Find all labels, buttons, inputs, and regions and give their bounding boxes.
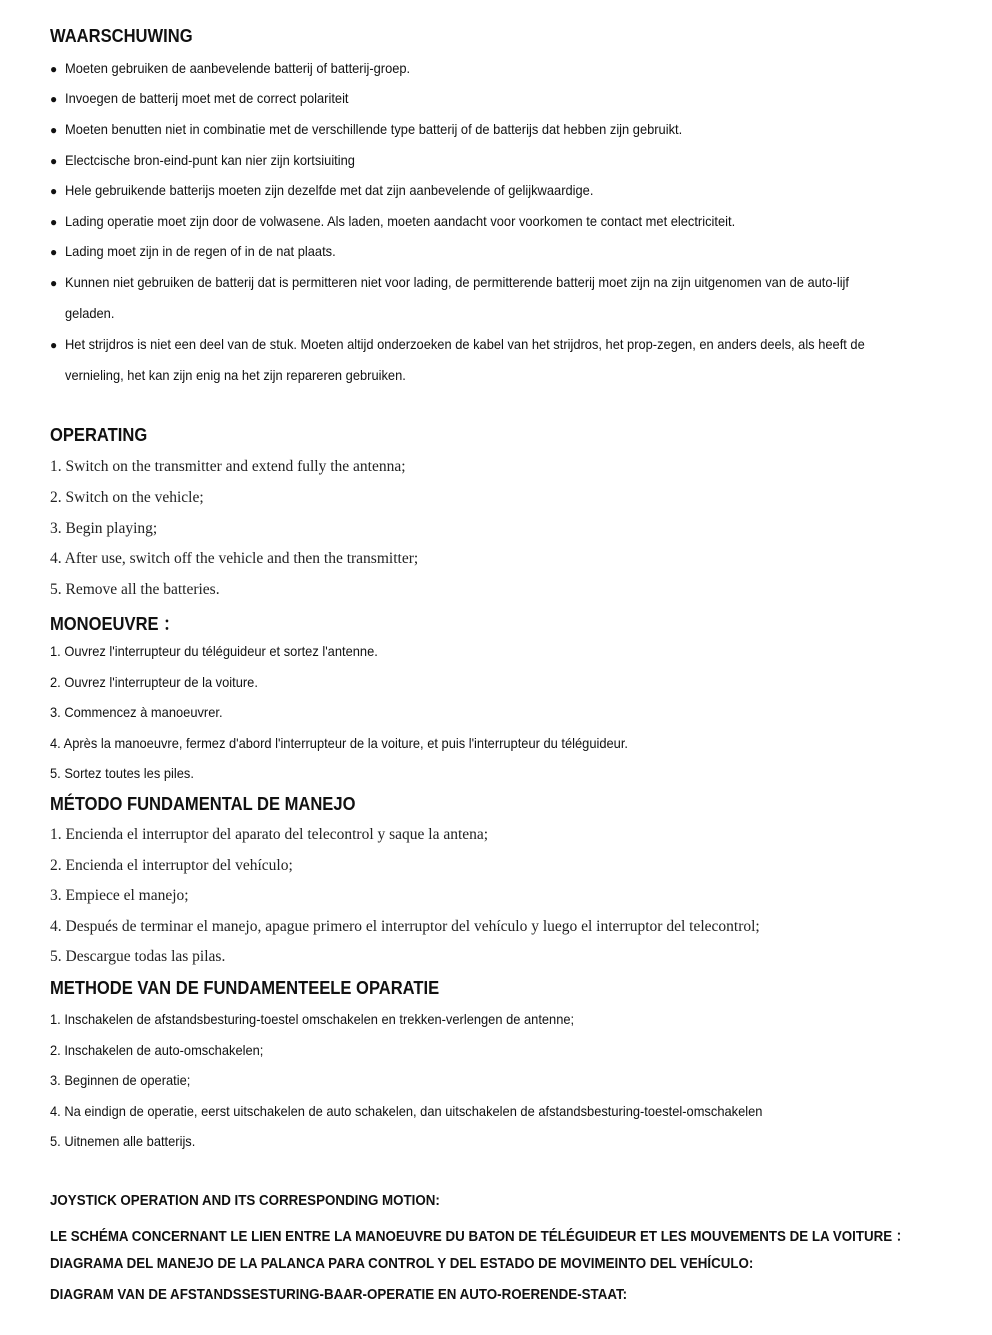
warning-item: Invoegen de batterij moet met de correct polariteit — [65, 90, 349, 106]
joystick-heading-nl: DIAGRAM VAN DE AFSTANDSSESTURING-BAAR-OPERATIE EN AUTO-ROERENDE-STAAT: — [50, 1287, 628, 1303]
monoeuvre-title: MONOEUVRE ： — [50, 614, 180, 634]
operating-step: 1. Switch on the transmitter and extend fully the antenna; — [50, 458, 406, 475]
metodo-title: MÉTODO FUNDAMENTAL DE MANEJO — [50, 794, 356, 814]
warning-item: Het strijdros is niet een deel van de stuk. Moeten altijd onderzoeken de kabel van het strijdros, het prop-zegen, en anders deels, als heeft de — [65, 336, 865, 352]
bullet-icon: ● — [50, 154, 58, 168]
operating-step: 2. Switch on the vehicle; — [50, 489, 204, 506]
bullet-icon: ● — [50, 184, 58, 198]
metodo-step: 4. Después de terminar el manejo, apague primero el interruptor del vehículo y luego el interruptor del telecontrol; — [50, 918, 760, 935]
methode-step: 4. Na eindign de operatie, eerst uitschakelen de auto schakelen, dan uitschakelen de afstandsbesturing-toestel-omschakelen — [50, 1103, 763, 1119]
bullet-icon: ● — [50, 338, 58, 352]
joystick-heading-es: DIAGRAMA DEL MANEJO DE LA PALANCA PARA CONTROL Y DEL ESTADO DE MOVIMEINTO DEL VEHÍCULO: — [50, 1256, 754, 1272]
warning-item: Kunnen niet gebruiken de batterij dat is permitteren niet voor lading, de permitterende batterij moet zijn na zijn uitgenomen van de auto-lijf — [65, 274, 849, 290]
warning-item: Hele gebruikende batterijs moeten zijn dezelfde met dat zijn aanbevelende of gelijkwaardige. — [65, 182, 594, 198]
metodo-step: 2. Encienda el interruptor del vehículo; — [50, 857, 293, 874]
warning-item: Lading moet zijn in de regen of in de nat plaats. — [65, 243, 336, 259]
monoeuvre-step: 2. Ouvrez l'interrupteur de la voiture. — [50, 674, 258, 690]
monoeuvre-step: 1. Ouvrez l'interrupteur du téléguideur et sortez l'antenne. — [50, 643, 378, 659]
operating-step: 3. Begin playing; — [50, 520, 158, 537]
operating-title: OPERATING — [50, 425, 148, 445]
monoeuvre-step: 4. Après la manoeuvre, fermez d'abord l'interrupteur de la voiture, et puis l'interrupteur du téléguideur. — [50, 735, 629, 751]
warning-item-continuation: geladen. — [65, 305, 115, 321]
methode-step: 1. Inschakelen de afstandsbesturing-toestel omschakelen en trekken-verlengen de antenne; — [50, 1011, 575, 1027]
operating-step: 4. After use, switch off the vehicle and then the transmitter; — [50, 550, 419, 567]
metodo-step: 5. Descargue todas las pilas. — [50, 948, 226, 965]
warning-item-continuation: vernieling, het kan zijn enig na het zijn repareren gebruiken. — [65, 367, 406, 383]
methode-title: METHODE VAN DE FUNDAMENTEELE OPARATIE — [50, 978, 440, 998]
warning-item: Lading operatie moet zijn door de volwasene. Als laden, moeten aandacht voor voorkomen te contact met electriciteit. — [65, 213, 736, 229]
bullet-icon: ● — [50, 245, 58, 259]
metodo-step: 1. Encienda el interruptor del aparato del telecontrol y saque la antena; — [50, 826, 489, 843]
methode-step: 5. Uitnemen alle batterijs. — [50, 1133, 196, 1149]
monoeuvre-step: 3. Commencez à manoeuvrer. — [50, 704, 223, 720]
warning-item: Moeten benutten niet in combinatie met de verschillende type batterij of de batterijs dat hebben zijn gebruikt. — [65, 121, 683, 137]
bullet-icon: ● — [50, 92, 58, 106]
joystick-heading-fr: LE SCHÉMA CONCERNANT LE LIEN ENTRE LA MANOEUVRE DU BATON DE TÉLÉGUIDEUR ET LES MOUVEMENTS DE LA VOITURE ： — [50, 1229, 910, 1245]
monoeuvre-step: 5. Sortez toutes les piles. — [50, 765, 194, 781]
methode-step: 2. Inschakelen de auto-omschakelen; — [50, 1042, 264, 1058]
operating-step: 5. Remove all the batteries. — [50, 581, 220, 598]
warning-title: WAARSCHUWING — [50, 26, 193, 46]
bullet-icon: ● — [50, 123, 58, 137]
warning-item: Electcische bron-eind-punt kan nier zijn kortsiuiting — [65, 152, 355, 168]
bullet-icon: ● — [50, 276, 58, 290]
metodo-step: 3. Empiece el manejo; — [50, 887, 189, 904]
bullet-icon: ● — [50, 62, 58, 76]
bullet-icon: ● — [50, 215, 58, 229]
joystick-heading-en: JOYSTICK OPERATION AND ITS CORRESPONDING MOTION: — [50, 1193, 440, 1209]
warning-item: Moeten gebruiken de aanbevelende batterij of batterij-groep. — [65, 60, 411, 76]
methode-step: 3. Beginnen de operatie; — [50, 1072, 191, 1088]
